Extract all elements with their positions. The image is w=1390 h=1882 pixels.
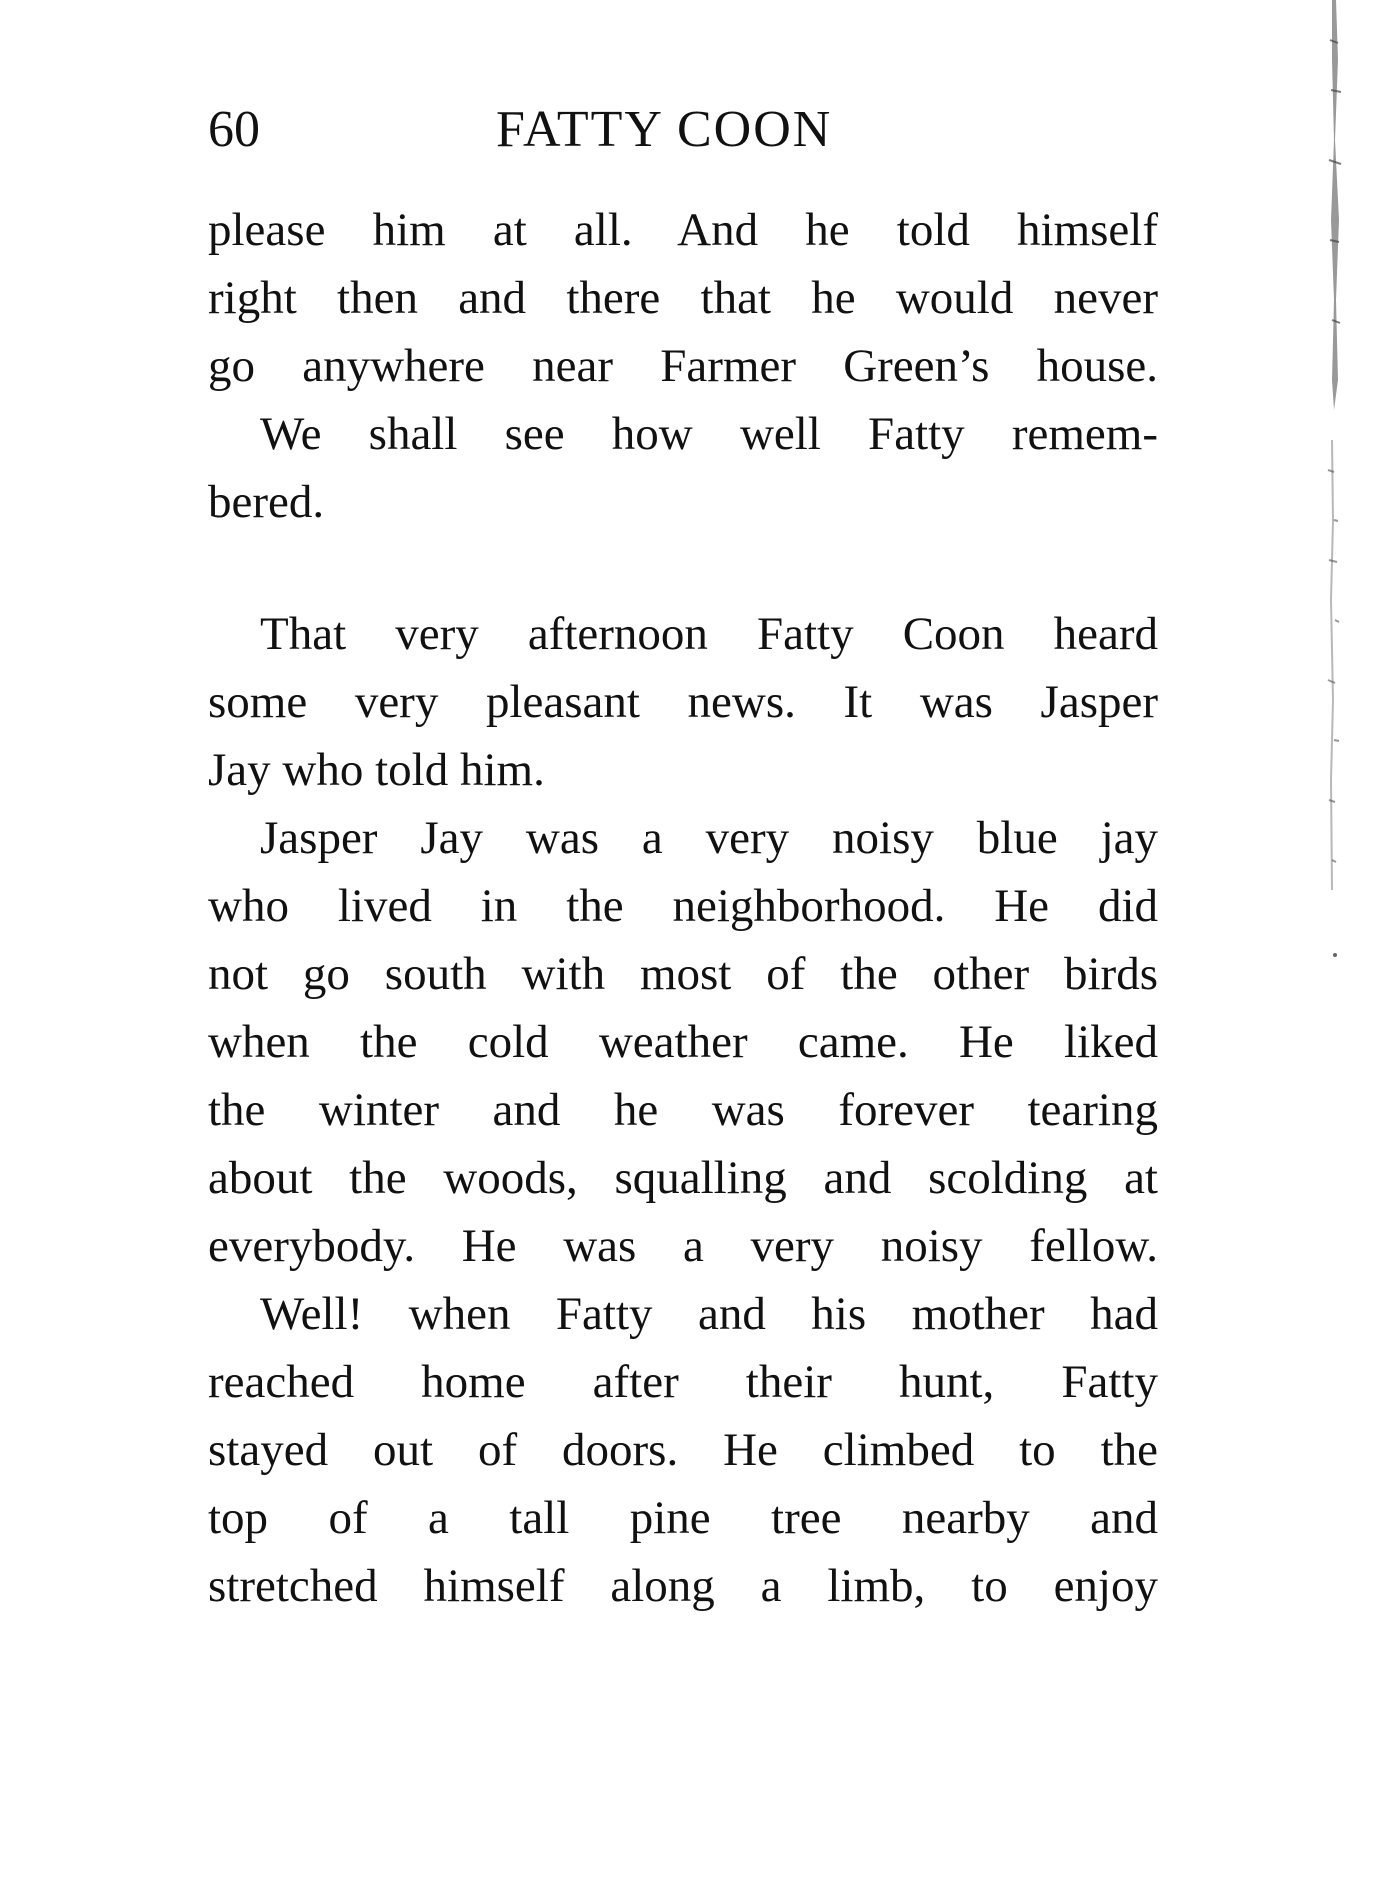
- text-line: Jay who told him.: [208, 744, 545, 796]
- scan-edge-artifact: [1326, 0, 1356, 1000]
- page-number: 60: [208, 101, 260, 158]
- page-header: [208, 100, 1158, 160]
- text-line: everybody. He was a very noisy fellow.: [208, 1220, 1158, 1272]
- paragraph: [208, 804, 1158, 1280]
- text-line: stretched himself along a limb, to enjoy: [208, 1560, 1158, 1612]
- text-line: about the woods, squalling and scolding at: [208, 1152, 1158, 1204]
- paragraph: [208, 1280, 1158, 1620]
- text-line: please him at all. And he told himself: [208, 204, 1158, 256]
- text-line: go anywhere near Farmer Green’s house.: [208, 340, 1158, 392]
- text-line: right then and there that he would never: [208, 272, 1158, 324]
- text-line: top of a tall pine tree nearby and: [208, 1492, 1158, 1544]
- text-line: bered.: [208, 476, 325, 528]
- text-line: stayed out of doors. He climbed to the: [208, 1424, 1158, 1476]
- text-line: who lived in the neighborhood. He did: [208, 880, 1158, 932]
- text-line: Well! when Fatty and his mother had: [260, 1288, 1158, 1340]
- paragraph: [208, 400, 1158, 536]
- text-line: We shall see how well Fatty remem-: [260, 408, 1158, 460]
- paragraph: [208, 600, 1158, 804]
- text-line: the winter and he was forever tearing: [208, 1084, 1158, 1136]
- paragraph: [208, 196, 1158, 400]
- text-line: when the cold weather came. He liked: [208, 1016, 1158, 1068]
- text-block-upper: [208, 196, 1158, 536]
- text-line: reached home after their hunt, Fatty: [208, 1356, 1158, 1408]
- text-line: some very pleasant news. It was Jasper: [208, 676, 1158, 728]
- text-line: That very afternoon Fatty Coon heard: [260, 608, 1158, 660]
- running-title: FATTY COON: [496, 101, 833, 158]
- text-line: Jasper Jay was a very noisy blue jay: [260, 812, 1158, 864]
- text-block-lower: [208, 600, 1158, 1620]
- text-line: not go south with most of the other birds: [208, 948, 1158, 1000]
